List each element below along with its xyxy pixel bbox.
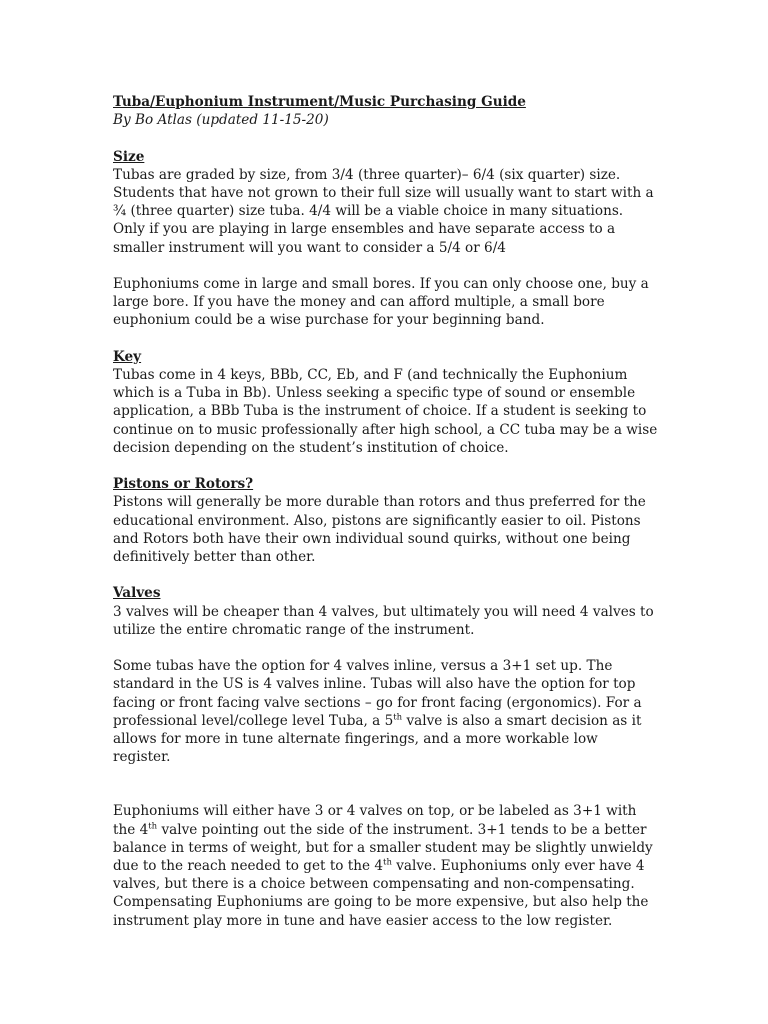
valves-p3-superscript-1: th <box>148 821 158 832</box>
valves-paragraph-1: 3 valves will be cheaper than 4 valves, but ultimately you will need 4 valves to utilize the entire chromatic range of the instrument. <box>113 603 654 638</box>
valves-paragraph-2 <box>113 657 658 766</box>
pistons-paragraph-1: Pistons will generally be more durable than rotors and thus preferred for the educational environment. Also, pistons are significantly easier to oil. Pistons and Rotors both have their own individual sound quirks, without one being definitively better than other. <box>113 494 646 566</box>
section-heading-size: Size <box>113 148 145 165</box>
valves-p3-text-b: valve pointing out the side of the instrument. 3+1 tends to be a better balance in terms of weight, but for a smaller student may be slightly unwieldy due to the reach needed to get to the 4 <box>113 821 653 875</box>
size-paragraph-2: Euphoniums come in large and small bores. If you can only choose one, buy a large bore. If you have the money and can afford multiple, a small bore euphonium could be a wise purchase for your beginning band. <box>113 276 649 329</box>
size-paragraph-1: Tubas are graded by size, from 3/4 (three quarter)– 6/4 (six quarter) size. Students that have not grown to their full size will usually want to start with a ¾ (three quarter) size tuba. 4/4 will be a viable choice in many situations. Only if you are playing in large ensembles and have separate access to a smaller instrument will you want to consider a 5/4 or 6/4 <box>113 166 654 256</box>
document-byline: By Bo Atlas (updated 11-15-20) <box>113 112 329 129</box>
valves-p2-superscript: th <box>393 712 403 723</box>
valves-p2-text-a: Some tubas have the option for 4 valves inline, versus a 3+1 set up. The standard in the US is 4 valves inline. Tubas will also have the option for top facing or front facing valve sections – go for front facing (ergonomics). For a professional level/college level Tuba, a 5 <box>113 658 642 729</box>
document-page <box>113 93 658 930</box>
section-heading-pistons: Pistons or Rotors? <box>113 476 254 493</box>
key-paragraph-1: Tubas come in 4 keys, BBb, CC, Eb, and F (and technically the Euphonium which is a Tuba in Bb). Unless seeking a specific type of sound or ensemble application, a BBb Tuba is the instrument of choice. If a student is seeking to continue on to music professionally after high school, a CC tuba may be a wise decision depending on the student’s institution of choice. <box>113 367 658 456</box>
section-heading-valves: Valves <box>113 585 161 602</box>
valves-p3-superscript-2: th <box>383 857 392 868</box>
valves-p3-text-a: Euphoniums will either have 3 or 4 valves on top, or be labeled as 3+1 with the 4 <box>113 803 637 838</box>
document-title: Tuba/Euphonium Instrument/Music Purchasing Guide <box>113 94 526 110</box>
valves-p2-text-b: valve is also a smart decision as it allows for more in tune alternate fingerings, and a more workable low register. <box>113 712 642 766</box>
section-heading-key: Key <box>113 348 142 365</box>
valves-paragraph-3 <box>113 802 658 929</box>
valves-p3-text-c: valve. Euphoniums only ever have 4 valves, but there is a choice between compensating and non-compensating. Compensating Euphoniums are going to be more expensive, but also help the instrument play more in tune and have easier access to the low register. <box>113 858 649 929</box>
